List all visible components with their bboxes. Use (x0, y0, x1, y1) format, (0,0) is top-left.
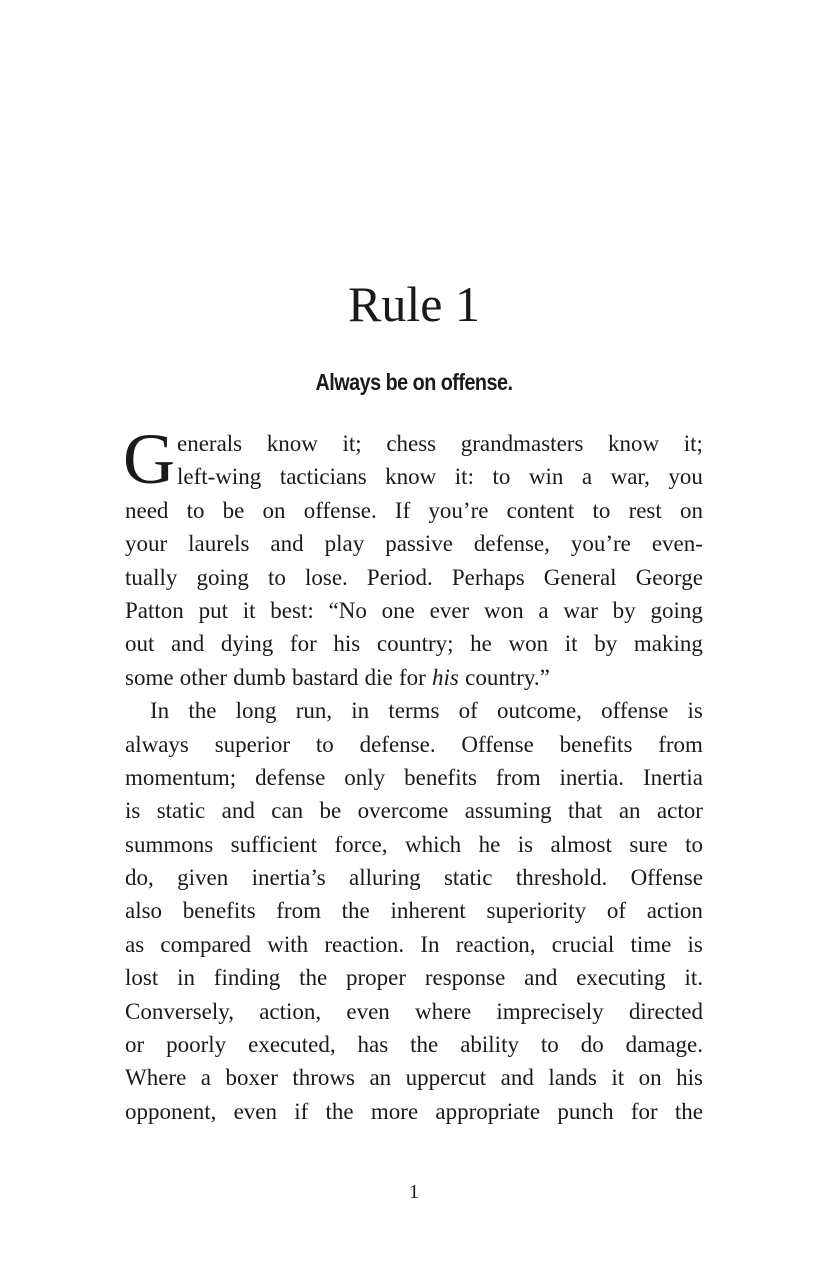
word: alluring (349, 865, 421, 891)
word: to (492, 464, 511, 490)
word: best: (270, 597, 314, 623)
word: offense. (303, 497, 377, 523)
word: action, (259, 998, 322, 1024)
word: and (270, 531, 304, 557)
italic-emphasis: his (432, 664, 459, 690)
word: defense. (359, 731, 436, 757)
text-line (125, 427, 703, 460)
word: or (125, 1032, 145, 1058)
word: an (618, 798, 641, 824)
word: to (315, 731, 334, 757)
word: from (276, 898, 321, 924)
word: an (369, 1065, 392, 1091)
text-line (125, 995, 703, 1028)
text-line (125, 527, 703, 560)
word: of (458, 698, 478, 724)
word: more (370, 1098, 419, 1124)
word: for (289, 631, 317, 657)
word: in (177, 965, 195, 991)
word: outcome, (496, 698, 582, 724)
word: superior (214, 731, 291, 757)
word: appropriate (435, 1098, 541, 1124)
word: has (357, 1032, 389, 1058)
word: inherent (390, 898, 466, 924)
word: benefits (404, 764, 477, 790)
word: the (674, 1098, 703, 1124)
text-line (125, 728, 703, 761)
word: laurels (188, 531, 250, 557)
word: the (410, 1032, 439, 1058)
word: benefits (182, 898, 256, 924)
word: almost (550, 831, 612, 857)
word: long (235, 698, 277, 724)
word: won (484, 597, 524, 623)
word: by (594, 631, 618, 657)
word: country; (376, 631, 454, 657)
word: passive (385, 531, 453, 557)
word: George (635, 564, 703, 590)
word: won (508, 631, 549, 657)
word: the (188, 698, 217, 724)
word: Where (125, 1065, 187, 1091)
word: uppercut (405, 1065, 487, 1091)
word: time (630, 931, 672, 957)
word: ability (460, 1032, 519, 1058)
drop-cap: G (123, 419, 175, 499)
word: force, (334, 831, 388, 857)
word: and (500, 1065, 534, 1091)
word: can (271, 798, 304, 824)
word: one (381, 597, 415, 623)
word: sure (629, 831, 668, 857)
text-line (125, 961, 703, 994)
word: is (517, 831, 534, 857)
word: the (299, 965, 328, 991)
word: reaction, (455, 931, 536, 957)
word: war (563, 597, 598, 623)
word: lost (125, 965, 159, 991)
word: going (196, 564, 249, 590)
word: even- (651, 531, 703, 557)
page-number: 1 (409, 1181, 419, 1203)
text-line (125, 1095, 703, 1128)
word: to (685, 831, 703, 857)
word: by (612, 597, 636, 623)
text-line (125, 494, 703, 527)
word: given (177, 865, 229, 891)
word: lands (548, 1065, 597, 1091)
word: boxer (225, 1065, 278, 1091)
word: war, (610, 464, 650, 490)
word: of (606, 898, 627, 924)
word: tually (125, 564, 178, 590)
word: actor (656, 798, 703, 824)
paragraph-1 (123, 419, 703, 694)
word: even (233, 1098, 278, 1124)
word: rest (628, 497, 662, 523)
word: reaction. (324, 931, 405, 957)
word: on (679, 497, 703, 523)
body-text (123, 419, 703, 1128)
word: and (171, 631, 205, 657)
word: is (125, 798, 141, 824)
text-line (125, 561, 703, 594)
text-line (125, 694, 703, 727)
word: know (385, 464, 437, 490)
text-line (125, 794, 703, 827)
word: Patton (125, 597, 184, 623)
text-line (125, 594, 703, 627)
text-line (125, 894, 703, 927)
word: your (125, 531, 168, 557)
word: chess (386, 431, 437, 456)
word: on (638, 1065, 662, 1091)
word: dying (220, 631, 274, 657)
word: it. (684, 965, 703, 991)
word: he (478, 831, 501, 857)
word: overcome (357, 798, 449, 824)
word: sufficient (230, 831, 318, 857)
word: as (125, 931, 145, 957)
word: be (222, 497, 245, 523)
word: throws (292, 1065, 355, 1091)
word: Inertia (642, 764, 703, 790)
word: in (351, 698, 370, 724)
word: win (528, 464, 564, 490)
word: action (646, 898, 703, 924)
word: it: (454, 464, 474, 490)
word: opponent, (125, 1098, 217, 1124)
word: run, (295, 698, 333, 724)
word: and (524, 965, 558, 991)
word: and (221, 798, 255, 824)
word: know (266, 431, 318, 456)
word: assuming (464, 798, 552, 824)
word: is (687, 698, 703, 724)
word: poorly (166, 1032, 227, 1058)
word: for (630, 1098, 658, 1124)
word: it; (683, 431, 703, 456)
word: Period. (366, 564, 433, 590)
word: executed, (248, 1032, 336, 1058)
word: Perhaps (451, 564, 525, 590)
text-line (125, 627, 703, 660)
word: it; (342, 431, 362, 456)
word: to (186, 497, 205, 523)
word: compared (160, 931, 252, 957)
word: In (420, 931, 440, 957)
word: tacticians (279, 464, 367, 490)
text-line (125, 460, 703, 493)
word: even (346, 998, 390, 1024)
word: imprecisely (496, 998, 604, 1024)
word: In (150, 698, 170, 724)
word: it (242, 597, 256, 623)
word: it (611, 1065, 625, 1091)
word: superiority (486, 898, 587, 924)
paragraph-2 (125, 694, 703, 1128)
word: defense (255, 764, 326, 790)
word: damage. (625, 1032, 703, 1058)
word: terms (388, 698, 440, 724)
word: making (633, 631, 703, 657)
text-line (125, 1028, 703, 1061)
word: his (676, 1065, 703, 1091)
word: momentum; (125, 764, 237, 790)
word: threshold. (515, 865, 608, 891)
word: it (564, 631, 578, 657)
word: static (443, 865, 493, 891)
word: on (262, 497, 286, 523)
word: lose. (305, 564, 348, 590)
word: summons (125, 831, 214, 857)
word: from (495, 764, 541, 790)
word: content (506, 497, 575, 523)
text-line-last (125, 661, 703, 694)
text-line (125, 1061, 703, 1094)
word: a (581, 464, 593, 490)
word: know (608, 431, 660, 456)
word: he (470, 631, 492, 657)
word: do, (125, 865, 154, 891)
word: punch (557, 1098, 614, 1124)
word: also (125, 898, 163, 924)
word: from (658, 731, 703, 757)
word: defense, (473, 531, 550, 557)
rule-subtitle: Always be on offense. (315, 369, 513, 395)
chapter-title: Rule 1 (348, 275, 480, 332)
word: to (268, 564, 286, 590)
word: finding (213, 965, 281, 991)
word: Offense (461, 731, 534, 757)
word: executing (576, 965, 666, 991)
word: the (325, 1098, 354, 1124)
word: directed (628, 998, 703, 1024)
word: Offense (630, 865, 703, 891)
word: play (324, 531, 365, 557)
word: response (424, 965, 506, 991)
text-line (125, 861, 703, 894)
word: grandmasters (460, 431, 584, 456)
word: a (200, 1065, 211, 1091)
word: If (394, 497, 411, 523)
word: out (125, 631, 155, 657)
text-line (125, 928, 703, 961)
word: proper (346, 965, 407, 991)
word: ever (429, 597, 470, 623)
word: going (650, 597, 703, 623)
word: his (333, 631, 361, 657)
word: that (567, 798, 603, 824)
word: is (687, 931, 703, 957)
word: you’re (428, 497, 489, 523)
word: enerals (177, 431, 243, 456)
word: need (125, 497, 169, 523)
word: you’re (570, 531, 631, 557)
word: a (538, 597, 549, 623)
word: inertia. (559, 764, 625, 790)
word: always (125, 731, 189, 757)
word: with (267, 931, 309, 957)
word: where (415, 998, 472, 1024)
word: Conversely, (125, 998, 235, 1024)
text-segment: some other dumb bastard die for (125, 664, 433, 690)
word: which (404, 831, 462, 857)
word: the (341, 898, 370, 924)
word: if (294, 1098, 309, 1124)
word: to (592, 497, 611, 523)
word: you (668, 464, 703, 490)
word: do (580, 1032, 604, 1058)
text-segment: country.” (458, 664, 550, 690)
word: to (540, 1032, 559, 1058)
word: put (198, 597, 228, 623)
word: “No (328, 597, 367, 623)
word: left-wing (177, 464, 262, 490)
text-line (125, 761, 703, 794)
word: offense (601, 698, 669, 724)
word: inertia’s (251, 865, 326, 891)
word: benefits (559, 731, 633, 757)
word: only (344, 764, 386, 790)
text-line (125, 828, 703, 861)
word: be (319, 798, 342, 824)
word: General (543, 564, 617, 590)
word: crucial (551, 931, 615, 957)
word: static (156, 798, 206, 824)
